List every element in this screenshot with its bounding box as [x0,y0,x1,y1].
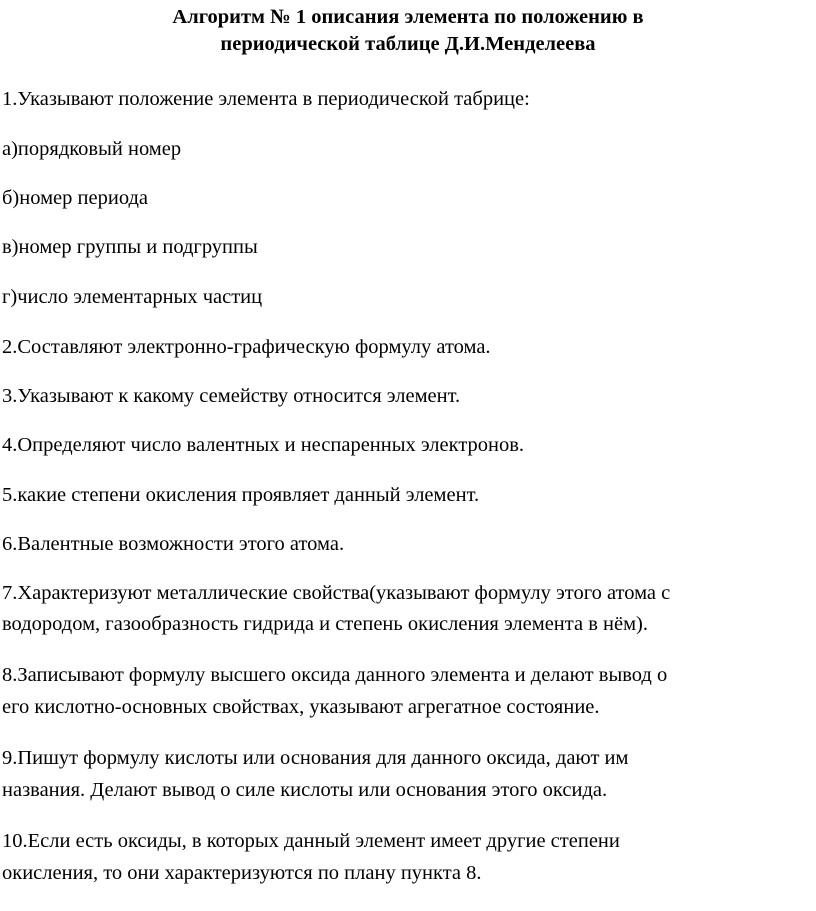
list-item-10-line-1: 10.Если есть оксиды, в которых данный элемент имеет другие степени [2,830,620,852]
list-item: 5.какие степени окисления проявляет данный элемент. [2,484,480,506]
list-item-8-line-2: его кислотно-основных свойствах, указывают агрегатное состояние. [2,696,600,718]
list-item-9-line-1: 9.Пишут формулу кислоты или основания для данного оксида, дают им [2,747,629,769]
list-item: 2.Составляют электронно-графическую формулу атома. [2,336,491,358]
list-item: б)номер периода [2,187,149,209]
list-item-10-line-2: окисления, то они характеризуются по плану пункта 8. [2,862,482,884]
list-item: 3.Указывают к какому семейству относится элемент. [2,385,461,407]
list-item: 1.Указывают положение элемента в периодической табрице: [2,88,530,110]
list-item-7-line-1: 7.Характеризуют металлические свойства(указывают формулу этого атома с [2,582,671,604]
list-item: г)число элементарных частиц [2,286,263,308]
title-line-1: Алгоритм № 1 описания элемента по положению в [172,6,644,28]
list-item-9-line-2: названия. Делают вывод о силе кислоты или основания этого оксида. [2,779,608,801]
document-title [0,4,816,58]
list-item-8-line-1: 8.Записывают формулу высшего оксида данного элемента и делают вывод о [2,664,668,686]
list-item: 4.Определяют число валентных и неспаренных электронов. [2,434,525,456]
list-item: в)номер группы и подгруппы [2,236,258,258]
list-item-7-line-2: водородом, газообразность гидрида и степень окисления элемента в нём). [2,613,649,635]
list-item: 6.Валентные возможности этого атома. [2,533,345,555]
list-item: а)порядковый номер [2,138,182,160]
title-line-2: периодической таблице Д.И.Менделеева [220,33,596,55]
